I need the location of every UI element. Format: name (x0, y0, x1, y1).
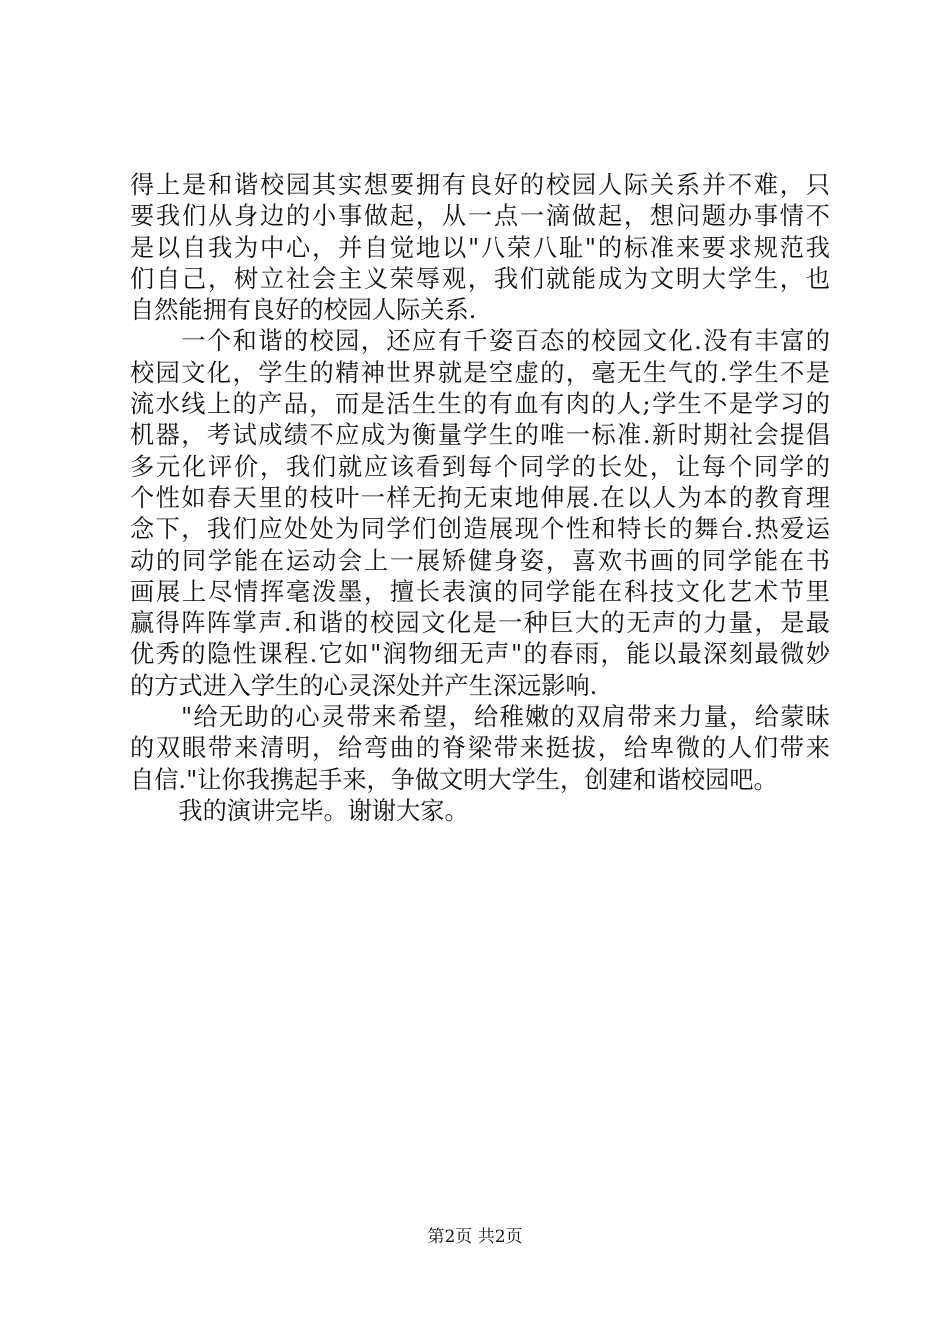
paragraph (130, 170, 830, 326)
text-line: 的双眼带来清明，给弯曲的脊梁带来挺拔，给卑微的人们带来 (130, 734, 830, 763)
text-line: 是以自我为中心，并自觉地以"八荣八耻"的标准来要求规范我 (130, 233, 830, 262)
document-body (130, 170, 830, 827)
text-line: 自然能拥有良好的校园人际关系. (130, 296, 477, 325)
text-line: 动的同学能在运动会上一展矫健身姿，喜欢书画的同学能在书 (130, 546, 830, 575)
paragraph (130, 702, 830, 796)
text-line: 机器，考试成绩不应成为衡量学生的唯一标准.新时期社会提倡 (130, 421, 830, 450)
text-line: 自信."让你我携起手来，争做文明大学生，创建和谐校园吧。 (130, 765, 778, 794)
text-line: "给无助的心灵带来希望，给稚嫩的双肩带来力量，给蒙昧 (130, 703, 830, 732)
text-line: 的方式进入学生的心灵深处并产生深远影响. (130, 671, 598, 700)
text-line: 流水线上的产品，而是活生生的有血有肉的人;学生不是学习的 (130, 390, 830, 419)
text-line: 多元化评价，我们就应该看到每个同学的长处，让每个同学的 (130, 452, 830, 481)
text-line: 我的演讲完毕。谢谢大家。 (130, 796, 469, 825)
text-line: 要我们从身边的小事做起，从一点一滴做起，想问题办事情不 (130, 202, 830, 231)
text-line: 们自己，树立社会主义荣辱观，我们就能成为文明大学生，也 (130, 264, 830, 293)
text-line: 一个和谐的校园，还应有千姿百态的校园文化.没有丰富的 (130, 327, 830, 356)
text-line: 校园文化，学生的精神世界就是空虚的，毫无生气的.学生不是 (130, 358, 830, 387)
text-line: 个性如春天里的枝叶一样无拘无束地伸展.在以人为本的教育理 (130, 483, 830, 512)
paragraph (130, 796, 830, 827)
text-line: 得上是和谐校园其实想要拥有良好的校园人际关系并不难，只 (130, 171, 830, 199)
text-line: 赢得阵阵掌声.和谐的校园文化是一种巨大的无声的力量，是最 (130, 609, 830, 638)
text-line: 画展上尽情挥毫泼墨，擅长表演的同学能在科技文化艺术节里 (130, 577, 830, 606)
text-line: 念下，我们应处处为同学们创造展现个性和特长的舞台.热爱运 (130, 515, 830, 544)
paragraph (130, 326, 830, 702)
page-footer: 第2页 共2页 (427, 1227, 523, 1247)
text-line: 优秀的隐性课程.它如"润物细无声"的春雨，能以最深刻最微妙 (130, 640, 830, 669)
